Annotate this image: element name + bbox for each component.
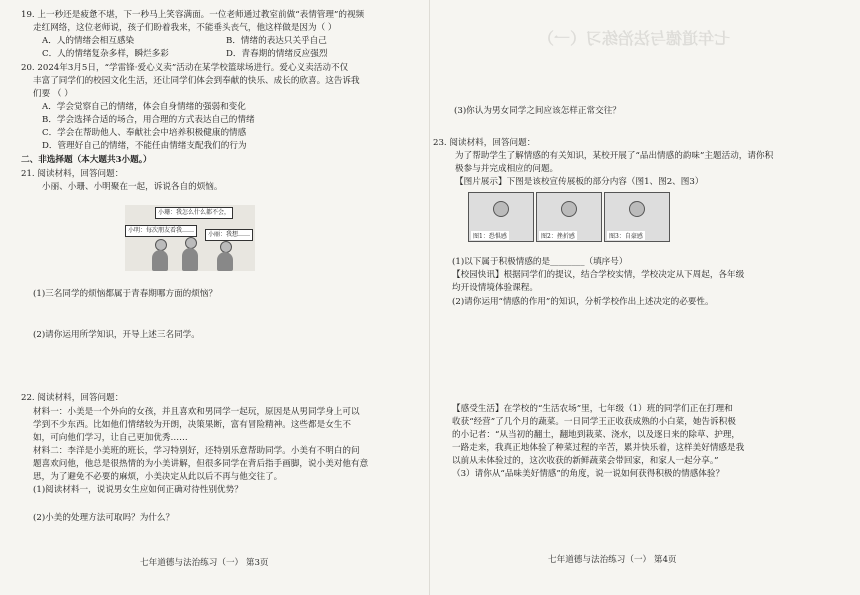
q23-line-2: 为了帮助学生了解情感的有关知识，某校开展了“品出情感的韵味”主题活动，请你积 (455, 151, 774, 161)
section-2-heading: 二、非选择题（本大题共3小题。） (21, 155, 152, 165)
q19-line-2: 走红网络，这位老师说，孩子们盼着我来，不能垂头丧气，他这样做是因为（ ） (33, 23, 337, 33)
q22-sub-1: (1)阅读材料一，说说男女生应如何正确对待性别优势？ (33, 485, 243, 495)
q20-option-d: D．管理好自己的情绪，不能任由情绪支配我们的行为 (42, 141, 247, 151)
figure-3-caption: 图3：自豪感 (609, 233, 643, 240)
figure-3-pride (604, 192, 670, 242)
q20-option-a: A．学会觉察自己的情绪，体会自身情绪的强弱和变化 (42, 102, 246, 112)
show-through-title: 七年道德与法治练习（一） (538, 29, 731, 48)
q21-line-2: 小丽、小珊、小明聚在一起，诉说各自的烦恼。 (42, 182, 223, 192)
student-figure-icon (217, 252, 233, 271)
q23-life-line-1: 【感受生活】在学校的“生活农场”里，七年级（1）班的同学们正在打理和 (452, 404, 733, 414)
q19-option-a: A．人的情绪会相互感染 (42, 36, 135, 46)
figure-2-frustration (536, 192, 602, 242)
q21-sub-3: (3)你认为男女同学之间应该怎样正常交往？ (454, 106, 621, 116)
q23-life-line-2: 收获“经营”了几个月的蔬菜。一日同学王正收获成熟的小白菜，她告诉积极 (452, 417, 736, 427)
q23-sub-2: (2)请你运用“情感的作用”的知识，分析学校作出上述决定的必要性。 (452, 297, 714, 307)
q20-line-2: 丰富了同学们的校园文化生活，还让同学们体会到奉献的快乐、成长的欣喜。这告诉我 (33, 76, 360, 86)
q22-line-6: 题喜欢问他，他总是很热情的为小美讲解，但很多同学在背后指手画脚，说小美对他有意 (33, 459, 369, 469)
q19-line-1: 19. 上一秒还是疲惫不堪，下一秒马上笑容满面。一位老师通过教室前做“表情管理”的视频 (21, 10, 365, 20)
q20-line-1: 20. 2024年3月5日，“学雷锋·爱心义卖”活动在某学校篮球场进行。爱心义卖活动不仅 (21, 63, 349, 73)
page-footer-left: 七年道德与法治练习（一） 第3页 (140, 558, 269, 568)
bubble-xiaoshan: 小珊：我怎么什么都不会， (155, 207, 233, 219)
q23-sub-3: （3）请你从“品味美好情感”的角度，说一说如何获得积极的情感体验？ (452, 469, 725, 479)
q23-news-line-2: 均开设情境体验课程。 (452, 283, 538, 293)
q23-life-line-3: 的小记者：“从当初的翻土，翻地到栽菜、浇水，以及逐日来的除草、护理， (452, 430, 740, 440)
person-icon (629, 201, 645, 217)
q23-news-line-1: 【校园快讯】根据同学们的提议，结合学校实情，学校决定从下周起，各年级 (452, 270, 745, 280)
q22-line-4: 如，可向他们学习，让自己更加优秀…… (33, 433, 188, 443)
q20-line-3: 们要 （ ） (33, 89, 73, 99)
q21-line-1: 21. 阅读材料，回答问题： (21, 169, 124, 179)
q23-sub-1: (1)以下属于积极情感的是________（填序号） (452, 257, 628, 267)
q22-sub-2: (2)小美的处理方法可取吗？为什么？ (33, 513, 175, 523)
figure-1-fear (468, 192, 534, 242)
q23-line-4: 【图片展示】下图是该校宣传展板的部分内容（图1、图2、图3） (455, 177, 704, 187)
figure-1-caption: 图1：恐惧感 (473, 233, 507, 240)
q22-line-1: 22. 阅读材料，回答问题： (21, 393, 124, 403)
q19-option-b: B．情绪的表达只关乎自己 (226, 36, 327, 46)
q22-line-3: 学到不少东西。比如他们情绪较为开朗，决策果断，富有冒险精神。这些都是女生不 (33, 420, 351, 430)
q21-sub-1: (1)三名同学的烦恼都属于青春期哪方面的烦恼？ (33, 289, 218, 299)
q20-option-c: C．学会在帮助他人、奉献社会中培养积极健康的情感 (42, 128, 247, 138)
q21-sub-2: (2)请你运用所学知识，开导上述三名同学。 (33, 330, 200, 340)
q23-life-line-4: 一路走来，我真正地体验了种菜过程的辛苦，累并快乐着，这样美好情感是我 (452, 443, 745, 453)
person-icon (561, 201, 577, 217)
page-right (430, 0, 860, 595)
q23-line-1: 23. 阅读材料，回答问题： (433, 138, 536, 148)
bubble-xiaoming: 小明：每次朋友看我…… (125, 225, 197, 237)
q20-option-b: B．学会选择合适的场合，用合理的方式表达自己的情绪 (42, 115, 255, 125)
bubble-xiaoli: 小丽：我想…… (205, 229, 253, 241)
q19-option-d: D．青春期的情绪反应强烈 (226, 49, 328, 59)
q22-line-2: 材料一：小美是一个外向的女孩，并且喜欢和男同学一起玩，原因是从男同学身上可以 (33, 407, 360, 417)
q19-option-c: C．人的情绪复杂多样，瞬烂多彩 (42, 49, 169, 59)
figure-2-caption: 图2：挫折感 (541, 233, 575, 240)
q22-line-5: 材料二：李洋是小美班的班长，学习特别好，还特别乐意帮助同学。小美有不明白的问 (33, 446, 360, 456)
q22-line-7: 思，为了避免不必要的麻烦，小美决定从此以后不再与他交往了。 (33, 472, 283, 482)
q21-cartoon (125, 205, 255, 271)
person-icon (493, 201, 509, 217)
page-footer-right: 七年道德与法治练习（一） 第4页 (548, 555, 677, 565)
student-figure-icon (182, 248, 198, 271)
student-figure-icon (152, 250, 168, 271)
q23-life-line-5: 以前从未体验过的，这次收获的新鲜蔬菜会带回家，和家人一起分享。” (452, 456, 719, 466)
q23-line-3: 极参与并完成相应的问题。 (455, 164, 559, 174)
